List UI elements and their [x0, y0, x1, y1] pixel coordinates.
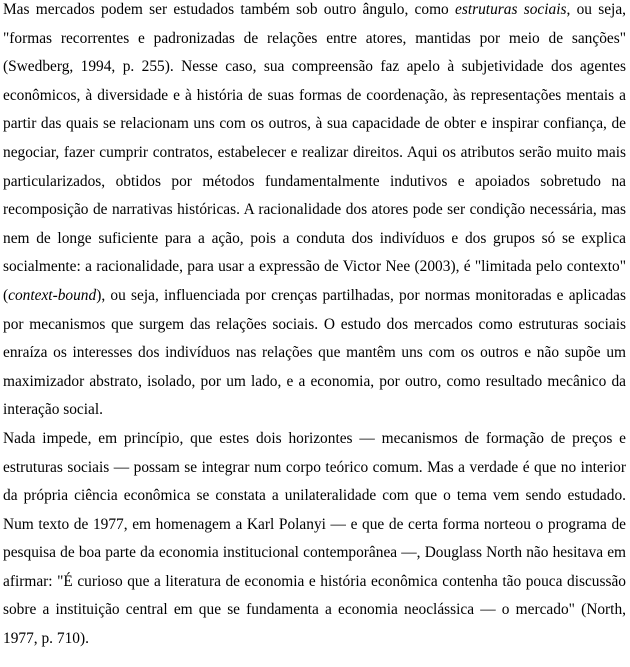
paragraph-2	[3, 425, 626, 654]
paragraph-1-text-2: , ou seja, "formas recorrentes e padronizadas de relações entre atores, mantidas por meio de sanções" (Swedberg, 1994, p. 255). Nesse caso, sua compreensão faz apelo à subjetividade dos agentes econômicos, à diversidade e à história de suas formas de coordenação, às representações mentais a partir das quais se relacionam uns com os outros, à sua capacidade de obter e inspirar confiança, de negociar, fazer cumprir contratos, estabelecer e realizar direitos. Aqui os atributos serão muito mais particularizados, obtidos por métodos fundamentalmente indutivos e apoiados sobretudo na recomposição de narrativas históricas. A racionalidade dos atores pode ser condição necessária, mas nem de longe suficiente para a ação, pois a conduta dos indivíduos e dos grupos só se explica socialmente: a racionalidade, para usar a expressão de Victor Nee (2003), é "limitada pelo contexto" (	[3, 1, 627, 304]
paragraph-1-text-3: ), ou seja, influenciada por crenças partilhadas, por normas monitoradas e aplicadas por mecanismos que surgem das relações sociais. O estudo dos mercados como estruturas sociais enraíza os interesses dos indivíduos nas relações que mantêm uns com os outros e não supõe um maximizador abstrato, isolado, por um lado, e a economia, por outro, como resultado mecânico da interação social.	[3, 286, 626, 419]
paragraph-1-text-1: Mas mercados podem ser estudados também sob outro ângulo, como	[3, 1, 456, 18]
term-estruturas-sociais: estruturas sociais	[455, 1, 567, 18]
paragraph-2-text-1: Nada impede, em princípio, que estes dois horizontes — mecanismos de formação de preços e estruturas sociais — possam se integrar num corpo teórico comum. Mas a verdade é que no interior da própria ciência econômica se constata a unilateralidade com que o tema vem sendo estudado. Num texto de 1977, em homenagem a Karl Polanyi — e que de certa forma norteou o programa de pesquisa de boa parte da economia institucional contemporânea —, Douglass North não hesitava em afirmar: "É curioso que a literatura de economia e história econômica contenha tão pouca discussão sobre a instituição central em que se fundamenta a economia neoclássica — o mercado" (North, 1977, p. 710).	[3, 429, 626, 648]
paragraph-1	[3, 0, 626, 425]
term-context-bound: context-bound	[8, 286, 97, 304]
